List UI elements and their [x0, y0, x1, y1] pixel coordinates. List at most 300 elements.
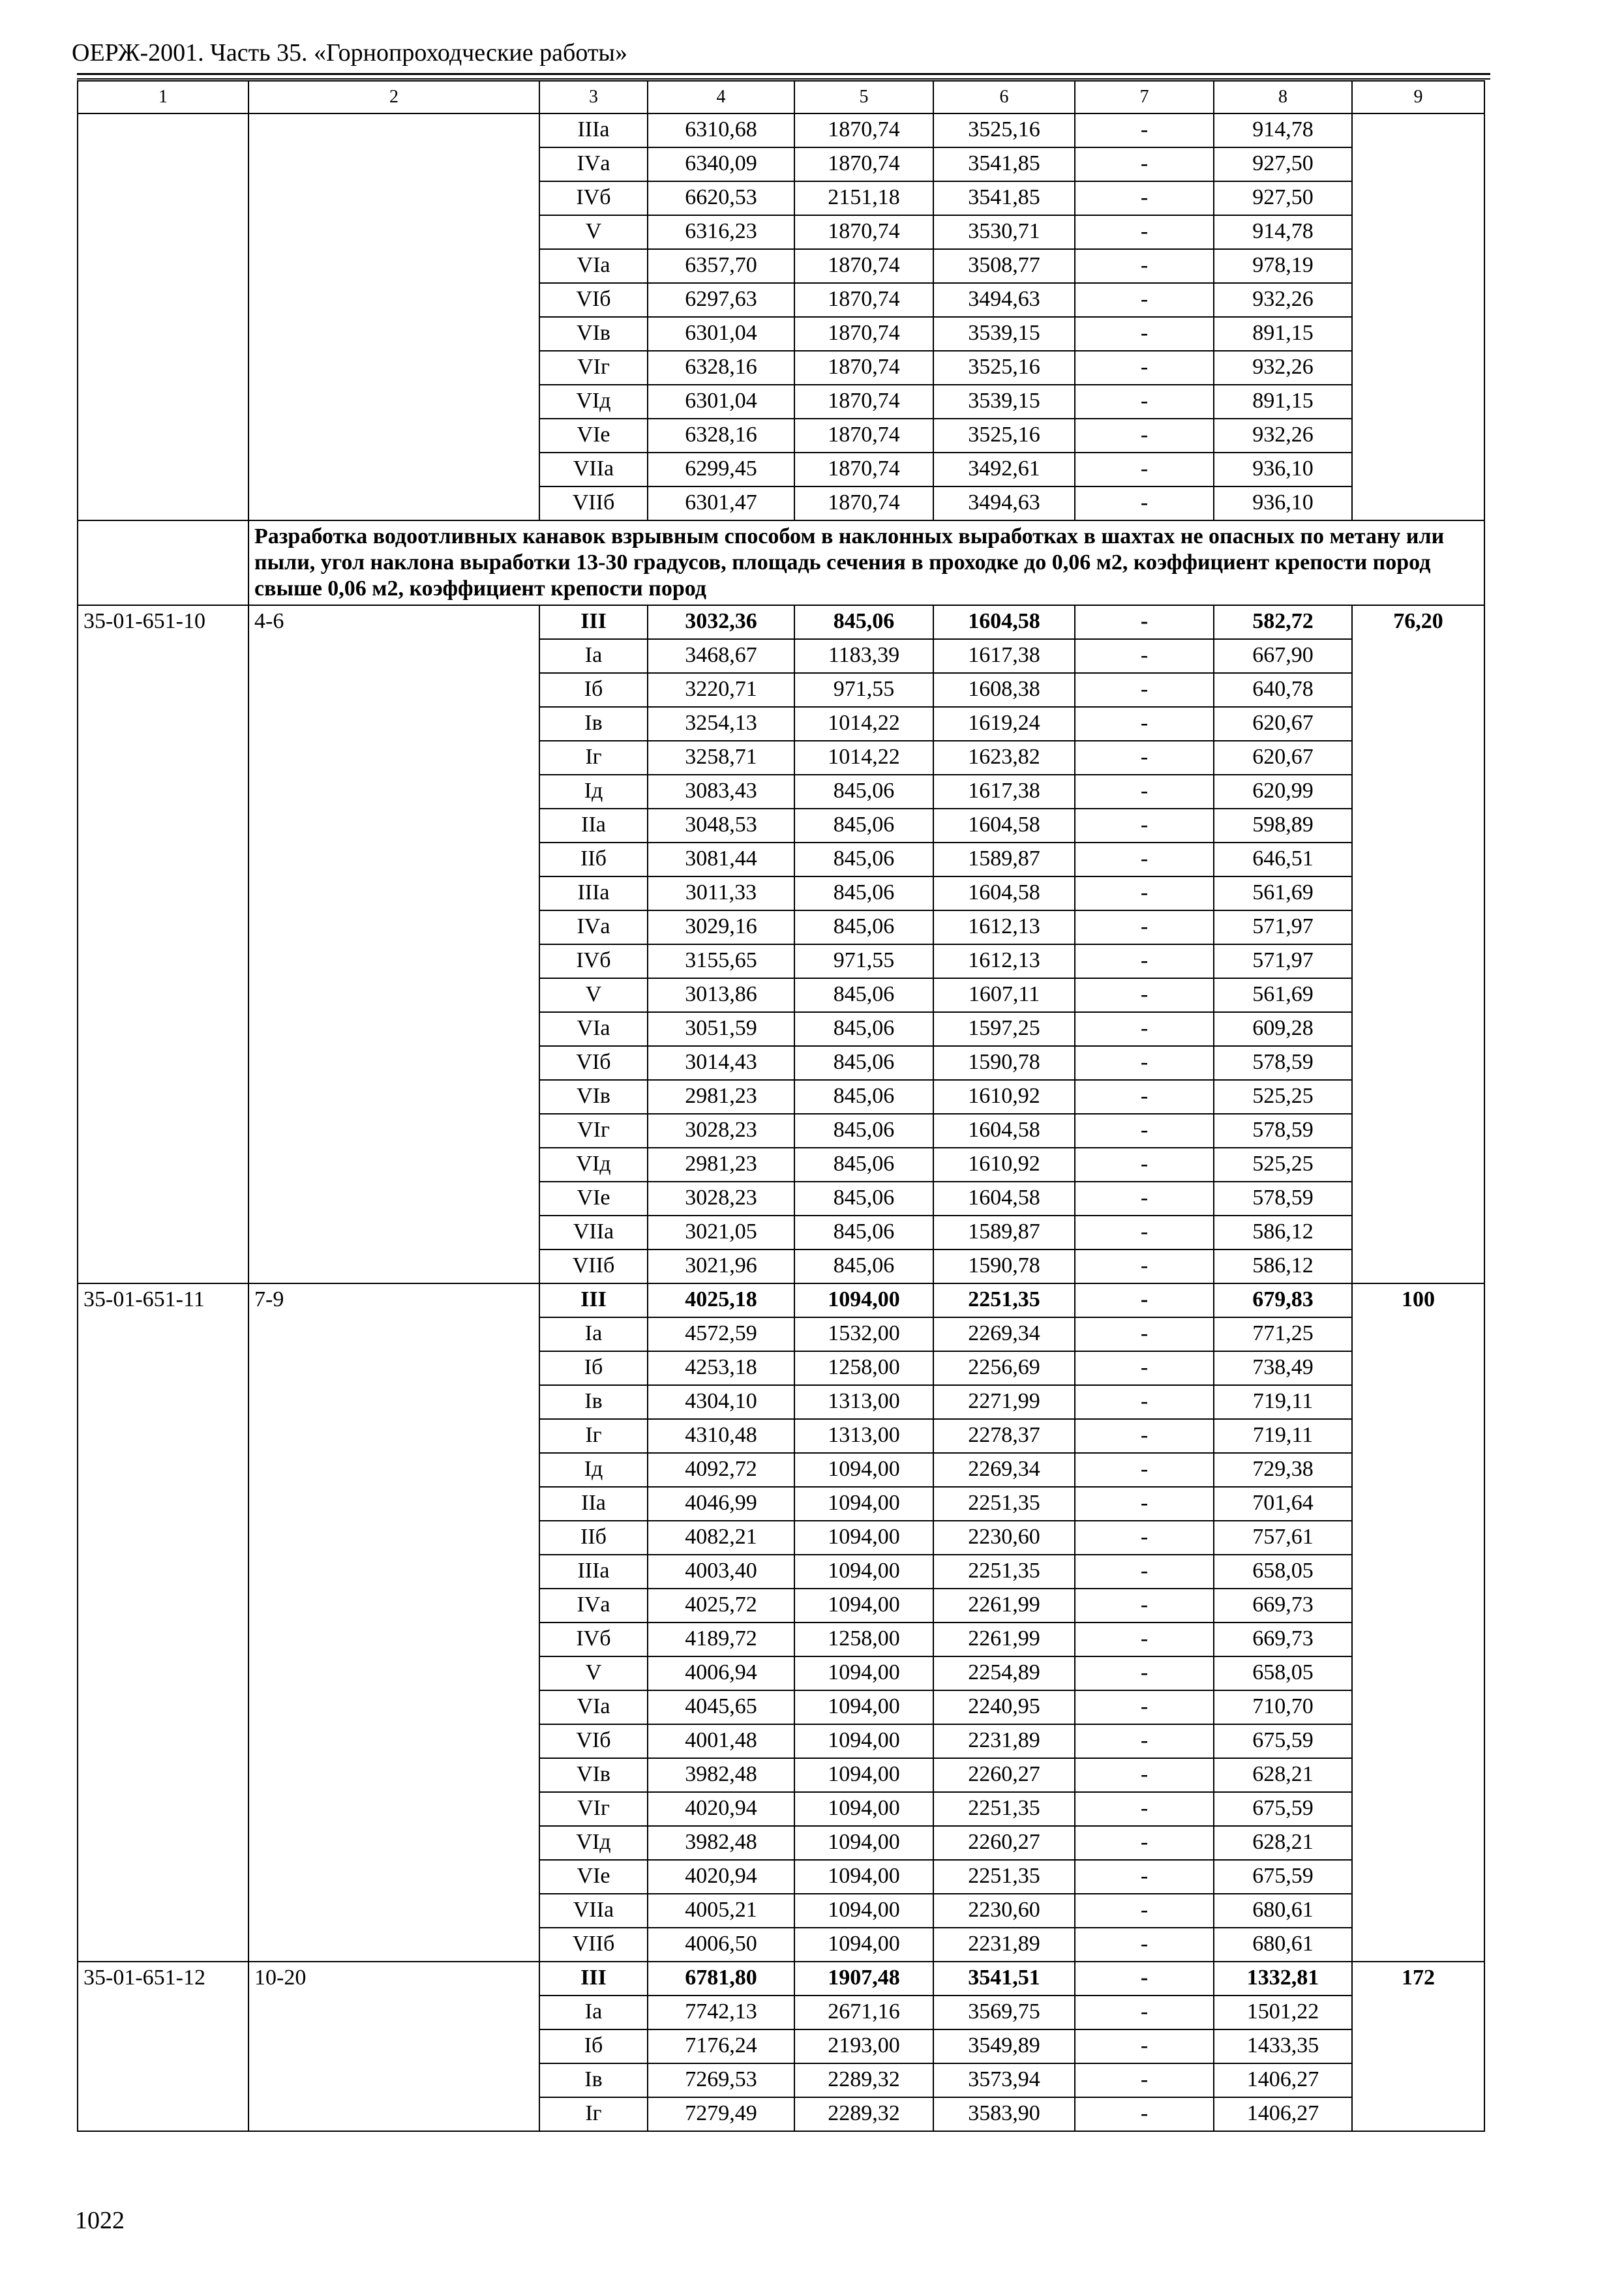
- operator-wages-cell: -: [1075, 1046, 1214, 1080]
- operator-wages-cell: -: [1075, 113, 1214, 147]
- rate-code-cell: 35-01-651-10: [78, 605, 248, 1283]
- wages-cell: 2671,16: [794, 1996, 933, 2029]
- machine-cost-cell: 2261,99: [933, 1589, 1075, 1623]
- direct-cost-cell: 4304,10: [648, 1385, 794, 1419]
- operator-wages-cell: -: [1075, 1487, 1214, 1521]
- operator-wages-cell: -: [1075, 385, 1214, 419]
- wages-cell: 1094,00: [794, 1928, 933, 1962]
- machine-cost-cell: 3539,15: [933, 317, 1075, 351]
- wages-cell: 845,06: [794, 978, 933, 1012]
- materials-cost-cell: 932,26: [1214, 419, 1352, 453]
- price-zone-cell: VIв: [539, 317, 648, 351]
- materials-cost-cell: 719,11: [1214, 1419, 1352, 1453]
- wages-cell: 845,06: [794, 1216, 933, 1249]
- operator-wages-cell: -: [1075, 1419, 1214, 1453]
- wages-cell: 845,06: [794, 1148, 933, 1182]
- materials-cost-cell: 914,78: [1214, 215, 1352, 249]
- materials-cost-cell: 729,38: [1214, 1453, 1352, 1487]
- machine-cost-cell: 2231,89: [933, 1928, 1075, 1962]
- machine-cost-cell: 3525,16: [933, 351, 1075, 385]
- direct-cost-cell: 6620,53: [648, 181, 794, 215]
- materials-cost-cell: 679,83: [1214, 1283, 1352, 1317]
- labor-cell: 76,20: [1352, 605, 1484, 1283]
- operator-wages-cell: -: [1075, 351, 1214, 385]
- direct-cost-cell: 4082,21: [648, 1521, 794, 1555]
- materials-cost-cell: 680,61: [1214, 1928, 1352, 1962]
- machine-cost-cell: 2230,60: [933, 1894, 1075, 1928]
- machine-cost-cell: 3494,63: [933, 486, 1075, 520]
- direct-cost-cell: 3081,44: [648, 843, 794, 876]
- direct-cost-cell: 3021,96: [648, 1249, 794, 1283]
- machine-cost-cell: 3494,63: [933, 283, 1075, 317]
- operator-wages-cell: -: [1075, 1385, 1214, 1419]
- machine-cost-cell: 3541,85: [933, 147, 1075, 181]
- machine-cost-cell: 1589,87: [933, 843, 1075, 876]
- materials-cost-cell: 658,05: [1214, 1555, 1352, 1589]
- wages-cell: 971,55: [794, 944, 933, 978]
- direct-cost-cell: 4025,18: [648, 1283, 794, 1317]
- direct-cost-cell: 3220,71: [648, 673, 794, 707]
- machine-cost-cell: 1604,58: [933, 1182, 1075, 1216]
- direct-cost-cell: 4006,94: [648, 1656, 794, 1690]
- materials-cost-cell: 646,51: [1214, 843, 1352, 876]
- direct-cost-cell: 6301,04: [648, 317, 794, 351]
- materials-cost-cell: 628,21: [1214, 1758, 1352, 1792]
- operator-wages-cell: -: [1075, 486, 1214, 520]
- price-zone-cell: Iг: [539, 2097, 648, 2131]
- wages-cell: 1870,74: [794, 215, 933, 249]
- price-zone-cell: VIв: [539, 1758, 648, 1792]
- machine-cost-cell: 1604,58: [933, 876, 1075, 910]
- machine-cost-cell: 2230,60: [933, 1521, 1075, 1555]
- section-row: [78, 520, 1484, 605]
- operator-wages-cell: -: [1075, 2063, 1214, 2097]
- machine-cost-cell: 1617,38: [933, 639, 1075, 673]
- price-table: [77, 80, 1485, 2132]
- materials-cost-cell: 620,67: [1214, 741, 1352, 775]
- operator-wages-cell: -: [1075, 1656, 1214, 1690]
- materials-cost-cell: 757,61: [1214, 1521, 1352, 1555]
- wages-cell: 1094,00: [794, 1487, 933, 1521]
- direct-cost-cell: 3013,86: [648, 978, 794, 1012]
- price-zone-cell: IIIа: [539, 876, 648, 910]
- labor-cell: 172: [1352, 1962, 1484, 2131]
- price-zone-cell: VIд: [539, 1148, 648, 1182]
- wages-cell: 1532,00: [794, 1317, 933, 1351]
- operator-wages-cell: -: [1075, 1012, 1214, 1046]
- wages-cell: 1094,00: [794, 1758, 933, 1792]
- wages-cell: 845,06: [794, 843, 933, 876]
- price-zone-cell: IVб: [539, 1623, 648, 1656]
- operator-wages-cell: -: [1075, 1589, 1214, 1623]
- materials-cost-cell: 936,10: [1214, 453, 1352, 486]
- materials-cost-cell: 710,70: [1214, 1690, 1352, 1724]
- wages-cell: 845,06: [794, 876, 933, 910]
- price-zone-cell: Iб: [539, 2029, 648, 2063]
- materials-cost-cell: 561,69: [1214, 876, 1352, 910]
- wages-cell: 1014,22: [794, 741, 933, 775]
- rate-range-cell: 10-20: [248, 1962, 539, 2131]
- rate-range-cell: 7-9: [248, 1283, 539, 1962]
- materials-cost-cell: 669,73: [1214, 1623, 1352, 1656]
- direct-cost-cell: 4572,59: [648, 1317, 794, 1351]
- materials-cost-cell: 701,64: [1214, 1487, 1352, 1521]
- machine-cost-cell: 1590,78: [933, 1046, 1075, 1080]
- wages-cell: 971,55: [794, 673, 933, 707]
- machine-cost-cell: 3541,85: [933, 181, 1075, 215]
- machine-cost-cell: 1610,92: [933, 1080, 1075, 1114]
- machine-cost-cell: 3573,94: [933, 2063, 1075, 2097]
- labor-cell: 100: [1352, 1283, 1484, 1962]
- operator-wages-cell: -: [1075, 215, 1214, 249]
- operator-wages-cell: -: [1075, 317, 1214, 351]
- direct-cost-cell: 3032,36: [648, 605, 794, 639]
- direct-cost-cell: 3048,53: [648, 809, 794, 843]
- materials-cost-cell: 578,59: [1214, 1182, 1352, 1216]
- price-zone-cell: Iд: [539, 775, 648, 809]
- machine-cost-cell: 2260,27: [933, 1758, 1075, 1792]
- rate-code-cell: 35-01-651-12: [78, 1962, 248, 2131]
- materials-cost-cell: 658,05: [1214, 1656, 1352, 1690]
- materials-cost-cell: 771,25: [1214, 1317, 1352, 1351]
- machine-cost-cell: 2251,35: [933, 1283, 1075, 1317]
- direct-cost-cell: 7176,24: [648, 2029, 794, 2063]
- materials-cost-cell: 1332,81: [1214, 1962, 1352, 1996]
- table-body: [78, 81, 1484, 2131]
- operator-wages-cell: -: [1075, 283, 1214, 317]
- materials-cost-cell: 675,59: [1214, 1792, 1352, 1826]
- operator-wages-cell: -: [1075, 419, 1214, 453]
- range-cell: [248, 113, 539, 520]
- wages-cell: 1870,74: [794, 113, 933, 147]
- machine-cost-cell: 3525,16: [933, 419, 1075, 453]
- direct-cost-cell: 6340,09: [648, 147, 794, 181]
- price-zone-cell: V: [539, 1656, 648, 1690]
- machine-cost-cell: 3541,51: [933, 1962, 1075, 1996]
- machine-cost-cell: 1604,58: [933, 605, 1075, 639]
- price-zone-cell: Iа: [539, 639, 648, 673]
- machine-cost-cell: 2251,35: [933, 1487, 1075, 1521]
- rate-code-cell: 35-01-651-11: [78, 1283, 248, 1962]
- operator-wages-cell: -: [1075, 605, 1214, 639]
- machine-cost-cell: 2231,89: [933, 1724, 1075, 1758]
- price-zone-cell: IIIа: [539, 113, 648, 147]
- wages-cell: 1870,74: [794, 453, 933, 486]
- operator-wages-cell: -: [1075, 1453, 1214, 1487]
- machine-cost-cell: 3508,77: [933, 249, 1075, 283]
- materials-cost-cell: 675,59: [1214, 1724, 1352, 1758]
- direct-cost-cell: 4005,21: [648, 1894, 794, 1928]
- column-number: 5: [794, 81, 933, 113]
- operator-wages-cell: -: [1075, 741, 1214, 775]
- materials-cost-cell: 1433,35: [1214, 2029, 1352, 2063]
- operator-wages-cell: -: [1075, 1080, 1214, 1114]
- price-zone-cell: VIб: [539, 1724, 648, 1758]
- wages-cell: 1258,00: [794, 1351, 933, 1385]
- wages-cell: 1094,00: [794, 1589, 933, 1623]
- operator-wages-cell: -: [1075, 843, 1214, 876]
- operator-wages-cell: -: [1075, 1996, 1214, 2029]
- machine-cost-cell: 1607,11: [933, 978, 1075, 1012]
- machine-cost-cell: 1612,13: [933, 910, 1075, 944]
- machine-cost-cell: 3530,71: [933, 215, 1075, 249]
- direct-cost-cell: 7279,49: [648, 2097, 794, 2131]
- materials-cost-cell: 525,25: [1214, 1080, 1352, 1114]
- direct-cost-cell: 6328,16: [648, 419, 794, 453]
- header-rule-thin: [77, 78, 1490, 80]
- direct-cost-cell: 4020,94: [648, 1792, 794, 1826]
- machine-cost-cell: 1623,82: [933, 741, 1075, 775]
- materials-cost-cell: 932,26: [1214, 283, 1352, 317]
- operator-wages-cell: -: [1075, 775, 1214, 809]
- materials-cost-cell: 525,25: [1214, 1148, 1352, 1182]
- machine-cost-cell: 2269,34: [933, 1453, 1075, 1487]
- materials-cost-cell: 586,12: [1214, 1216, 1352, 1249]
- direct-cost-cell: 4020,94: [648, 1860, 794, 1894]
- price-zone-cell: VIе: [539, 1860, 648, 1894]
- machine-cost-cell: 2271,99: [933, 1385, 1075, 1419]
- wages-cell: 1870,74: [794, 419, 933, 453]
- direct-cost-cell: 6297,63: [648, 283, 794, 317]
- operator-wages-cell: -: [1075, 1860, 1214, 1894]
- machine-cost-cell: 3539,15: [933, 385, 1075, 419]
- direct-cost-cell: 6316,23: [648, 215, 794, 249]
- materials-cost-cell: 669,73: [1214, 1589, 1352, 1623]
- materials-cost-cell: 1406,27: [1214, 2097, 1352, 2131]
- column-number: 1: [78, 81, 248, 113]
- wages-cell: 845,06: [794, 605, 933, 639]
- wages-cell: 2193,00: [794, 2029, 933, 2063]
- operator-wages-cell: -: [1075, 1351, 1214, 1385]
- price-zone-cell: Iа: [539, 1996, 648, 2029]
- machine-cost-cell: 2251,35: [933, 1860, 1075, 1894]
- price-zone-cell: IIа: [539, 809, 648, 843]
- operator-wages-cell: -: [1075, 1928, 1214, 1962]
- direct-cost-cell: 4310,48: [648, 1419, 794, 1453]
- machine-cost-cell: 1617,38: [933, 775, 1075, 809]
- table-row: [78, 113, 1484, 147]
- machine-cost-cell: 2261,99: [933, 1623, 1075, 1656]
- column-number-row: [78, 81, 1484, 113]
- price-zone-cell: IIб: [539, 843, 648, 876]
- operator-wages-cell: -: [1075, 1216, 1214, 1249]
- operator-wages-cell: -: [1075, 1962, 1214, 1996]
- column-number: 6: [933, 81, 1075, 113]
- direct-cost-cell: 4006,50: [648, 1928, 794, 1962]
- operator-wages-cell: -: [1075, 707, 1214, 741]
- machine-cost-cell: 3525,16: [933, 113, 1075, 147]
- direct-cost-cell: 3028,23: [648, 1114, 794, 1148]
- price-zone-cell: VIб: [539, 1046, 648, 1080]
- price-zone-cell: VIг: [539, 1114, 648, 1148]
- direct-cost-cell: 6328,16: [648, 351, 794, 385]
- wages-cell: 1313,00: [794, 1419, 933, 1453]
- direct-cost-cell: 3051,59: [648, 1012, 794, 1046]
- wages-cell: 1870,74: [794, 283, 933, 317]
- wages-cell: 1870,74: [794, 249, 933, 283]
- machine-cost-cell: 2269,34: [933, 1317, 1075, 1351]
- wages-cell: 1094,00: [794, 1656, 933, 1690]
- price-zone-cell: IIIа: [539, 1555, 648, 1589]
- machine-cost-cell: 2260,27: [933, 1826, 1075, 1860]
- price-zone-cell: IVб: [539, 181, 648, 215]
- price-zone-cell: VIIб: [539, 1928, 648, 1962]
- price-zone-cell: Iд: [539, 1453, 648, 1487]
- table-row-total: [78, 1283, 1484, 1317]
- machine-cost-cell: 3492,61: [933, 453, 1075, 486]
- materials-cost-cell: 620,67: [1214, 707, 1352, 741]
- wages-cell: 1094,00: [794, 1724, 933, 1758]
- direct-cost-cell: 3258,71: [648, 741, 794, 775]
- price-zone-cell: VIе: [539, 419, 648, 453]
- price-zone-cell: VIIа: [539, 453, 648, 486]
- wages-cell: 1094,00: [794, 1555, 933, 1589]
- direct-cost-cell: 3468,67: [648, 639, 794, 673]
- machine-cost-cell: 1597,25: [933, 1012, 1075, 1046]
- materials-cost-cell: 1501,22: [1214, 1996, 1352, 2029]
- operator-wages-cell: -: [1075, 1792, 1214, 1826]
- direct-cost-cell: 7742,13: [648, 1996, 794, 2029]
- materials-cost-cell: 640,78: [1214, 673, 1352, 707]
- section-title: Разработка водоотливных канавок взрывным способом в наклонных выработках в шахтах не опасных по метану или пыли, угол наклона выработки 13-30 градусов, площадь сечения в проходке до 0,06 м2, коэффициент крепости пород свыше 0,06 м2, коэффициент крепости пород: [248, 520, 1484, 605]
- operator-wages-cell: -: [1075, 2097, 1214, 2131]
- wages-cell: 845,06: [794, 809, 933, 843]
- materials-cost-cell: 628,21: [1214, 1826, 1352, 1860]
- materials-cost-cell: 571,97: [1214, 910, 1352, 944]
- wages-cell: 1907,48: [794, 1962, 933, 1996]
- operator-wages-cell: -: [1075, 181, 1214, 215]
- operator-wages-cell: -: [1075, 147, 1214, 181]
- machine-cost-cell: 1589,87: [933, 1216, 1075, 1249]
- direct-cost-cell: 6299,45: [648, 453, 794, 486]
- code-cell: [78, 113, 248, 520]
- direct-cost-cell: 4045,65: [648, 1690, 794, 1724]
- operator-wages-cell: -: [1075, 1114, 1214, 1148]
- wages-cell: 1870,74: [794, 385, 933, 419]
- price-zone-cell: Iв: [539, 707, 648, 741]
- wages-cell: 1094,00: [794, 1283, 933, 1317]
- price-zone-cell: VIб: [539, 283, 648, 317]
- machine-cost-cell: 3549,89: [933, 2029, 1075, 2063]
- wages-cell: 1014,22: [794, 707, 933, 741]
- machine-cost-cell: 1604,58: [933, 1114, 1075, 1148]
- wages-cell: 1870,74: [794, 486, 933, 520]
- wages-cell: 845,06: [794, 910, 933, 944]
- machine-cost-cell: 2251,35: [933, 1555, 1075, 1589]
- operator-wages-cell: -: [1075, 1623, 1214, 1656]
- operator-wages-cell: -: [1075, 809, 1214, 843]
- wages-cell: 845,06: [794, 1114, 933, 1148]
- materials-cost-cell: 561,69: [1214, 978, 1352, 1012]
- materials-cost-cell: 598,89: [1214, 809, 1352, 843]
- materials-cost-cell: 914,78: [1214, 113, 1352, 147]
- price-zone-cell: VIIб: [539, 1249, 648, 1283]
- price-zone-cell: Iб: [539, 1351, 648, 1385]
- machine-cost-cell: 2240,95: [933, 1690, 1075, 1724]
- price-zone-cell: Iа: [539, 1317, 648, 1351]
- machine-cost-cell: 2251,35: [933, 1792, 1075, 1826]
- price-zone-cell: III: [539, 605, 648, 639]
- price-zone-cell: VIIб: [539, 486, 648, 520]
- wages-cell: 1183,39: [794, 639, 933, 673]
- direct-cost-cell: 6357,70: [648, 249, 794, 283]
- operator-wages-cell: -: [1075, 673, 1214, 707]
- operator-wages-cell: -: [1075, 910, 1214, 944]
- materials-cost-cell: 932,26: [1214, 351, 1352, 385]
- price-zone-cell: IIб: [539, 1521, 648, 1555]
- direct-cost-cell: 6301,04: [648, 385, 794, 419]
- machine-cost-cell: 3569,75: [933, 1996, 1075, 2029]
- direct-cost-cell: 2981,23: [648, 1148, 794, 1182]
- price-zone-cell: Iв: [539, 2063, 648, 2097]
- price-zone-cell: VIIа: [539, 1894, 648, 1928]
- direct-cost-cell: 4025,72: [648, 1589, 794, 1623]
- wages-cell: 1094,00: [794, 1894, 933, 1928]
- column-number: 2: [248, 81, 539, 113]
- labor-cell: [1352, 113, 1484, 520]
- operator-wages-cell: -: [1075, 944, 1214, 978]
- materials-cost-cell: 738,49: [1214, 1351, 1352, 1385]
- price-zone-cell: V: [539, 215, 648, 249]
- wages-cell: 845,06: [794, 1080, 933, 1114]
- direct-cost-cell: 7269,53: [648, 2063, 794, 2097]
- document-header-title: ОЕРЖ-2001. Часть 35. «Горнопроходческие работы»: [72, 39, 627, 67]
- machine-cost-cell: 3583,90: [933, 2097, 1075, 2131]
- machine-cost-cell: 1619,24: [933, 707, 1075, 741]
- materials-cost-cell: 667,90: [1214, 639, 1352, 673]
- table-row-total: [78, 605, 1484, 639]
- direct-cost-cell: 3083,43: [648, 775, 794, 809]
- operator-wages-cell: -: [1075, 639, 1214, 673]
- price-zone-cell: Iб: [539, 673, 648, 707]
- operator-wages-cell: -: [1075, 2029, 1214, 2063]
- wages-cell: 1258,00: [794, 1623, 933, 1656]
- direct-cost-cell: 6781,80: [648, 1962, 794, 1996]
- price-zone-cell: Iг: [539, 741, 648, 775]
- direct-cost-cell: 3982,48: [648, 1826, 794, 1860]
- materials-cost-cell: 582,72: [1214, 605, 1352, 639]
- price-zone-cell: IVа: [539, 1589, 648, 1623]
- direct-cost-cell: 4046,99: [648, 1487, 794, 1521]
- price-zone-cell: VIIа: [539, 1216, 648, 1249]
- materials-cost-cell: 719,11: [1214, 1385, 1352, 1419]
- column-number: 4: [648, 81, 794, 113]
- direct-cost-cell: 4189,72: [648, 1623, 794, 1656]
- wages-cell: 1094,00: [794, 1521, 933, 1555]
- materials-cost-cell: 927,50: [1214, 147, 1352, 181]
- direct-cost-cell: 4253,18: [648, 1351, 794, 1385]
- wages-cell: 1313,00: [794, 1385, 933, 1419]
- wages-cell: 1870,74: [794, 317, 933, 351]
- section-blank-cell: [78, 520, 248, 605]
- header-rule: [77, 73, 1490, 75]
- wages-cell: 845,06: [794, 775, 933, 809]
- materials-cost-cell: 680,61: [1214, 1894, 1352, 1928]
- price-zone-cell: III: [539, 1962, 648, 1996]
- operator-wages-cell: -: [1075, 1555, 1214, 1589]
- materials-cost-cell: 936,10: [1214, 486, 1352, 520]
- operator-wages-cell: -: [1075, 453, 1214, 486]
- machine-cost-cell: 1610,92: [933, 1148, 1075, 1182]
- materials-cost-cell: 675,59: [1214, 1860, 1352, 1894]
- direct-cost-cell: 4001,48: [648, 1724, 794, 1758]
- direct-cost-cell: 3155,65: [648, 944, 794, 978]
- price-zone-cell: VIд: [539, 385, 648, 419]
- operator-wages-cell: -: [1075, 978, 1214, 1012]
- materials-cost-cell: 978,19: [1214, 249, 1352, 283]
- materials-cost-cell: 609,28: [1214, 1012, 1352, 1046]
- direct-cost-cell: 3014,43: [648, 1046, 794, 1080]
